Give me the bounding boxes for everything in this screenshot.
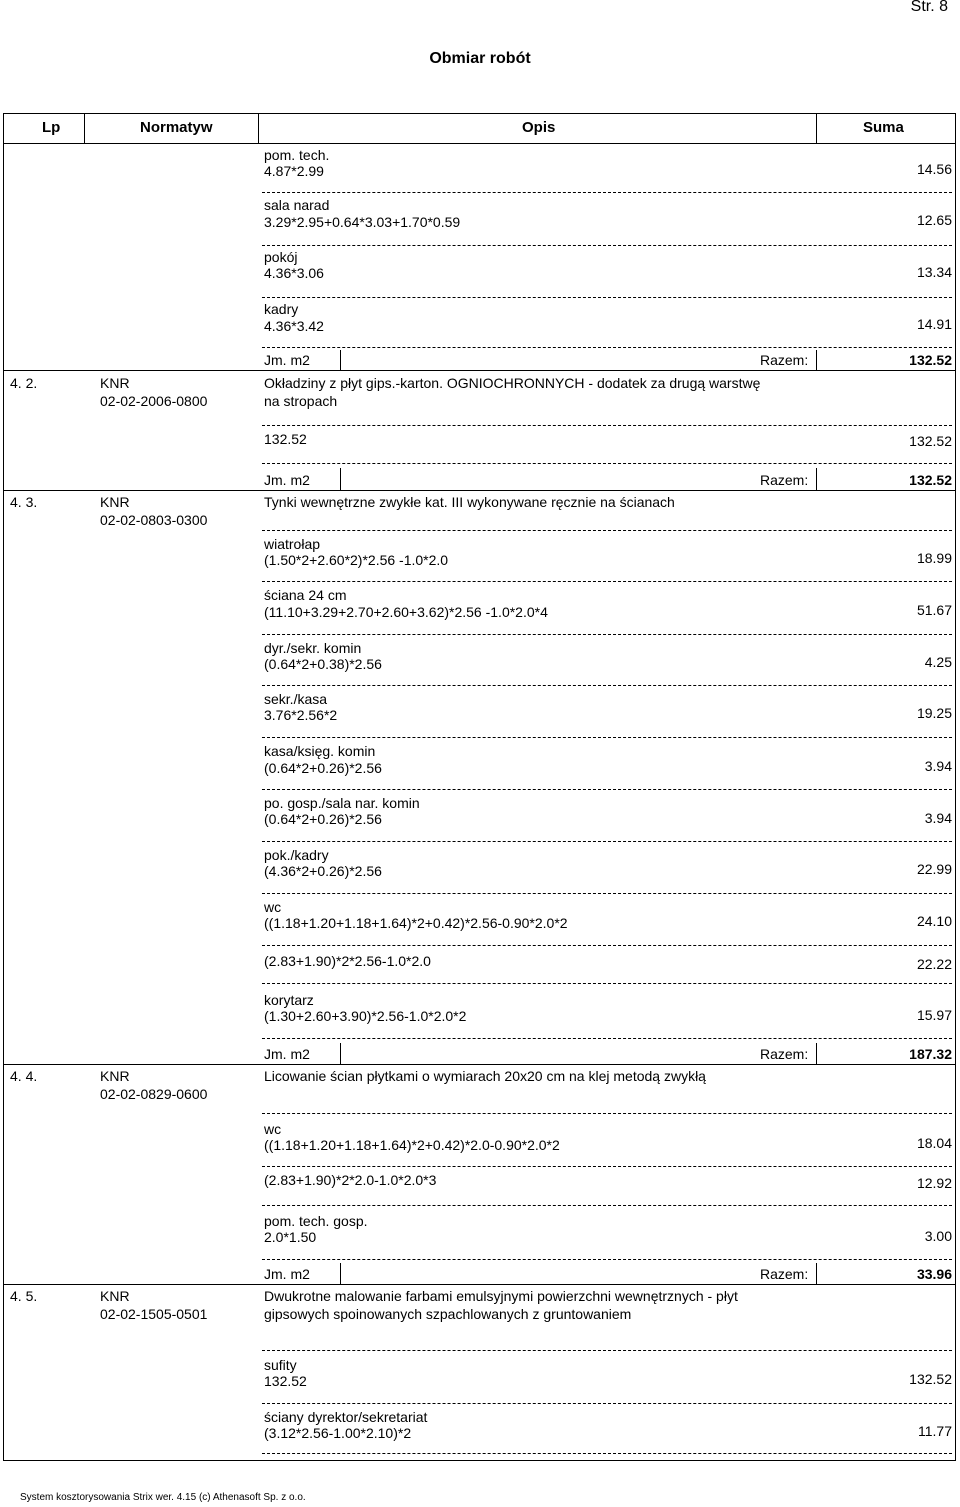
entry-label: wiatrołap [264, 536, 321, 552]
header-lp: Lp [42, 119, 61, 136]
razem-label: Razem: [760, 1266, 809, 1282]
entry-value: 14.91 [916, 316, 952, 332]
footer-text: System kosztorysowania Strix wer. 4.15 (c) Athenasoft Sp. z o.o. [20, 1492, 306, 1503]
entry-separator [262, 1205, 952, 1206]
entry-formula: ((1.18+1.20+1.18+1.64)*2+0.42)*2.56-0.90*2.0*2 [264, 915, 568, 931]
entry-separator [262, 1453, 952, 1454]
position-lp: 4. 4. [10, 1068, 38, 1084]
column-divider [816, 1043, 817, 1065]
entry-formula: 132.52 [264, 431, 307, 447]
position-lp: 4. 2. [10, 375, 38, 391]
entry-label: pokój [264, 249, 298, 265]
page-title: Obmiar robót [429, 50, 531, 67]
entry-value: 14.56 [916, 161, 952, 177]
position-description: gipsowych spoinowanych szpachlowanych z gruntowaniem [264, 1306, 632, 1322]
entry-separator [262, 1166, 952, 1167]
entry-formula: (0.64*2+0.38)*2.56 [264, 656, 382, 672]
entry-separator [262, 1113, 952, 1114]
razem-value: 132.52 [909, 352, 952, 368]
entry-label: sufity [264, 1357, 297, 1373]
unit-label: Jm. m2 [264, 352, 310, 368]
position-knr: KNR [100, 1288, 130, 1304]
entry-value: 24.10 [916, 913, 952, 929]
position-code: 02-02-2006-0800 [100, 393, 208, 409]
entry-label: sala narad [264, 197, 330, 213]
position-code: 02-02-1505-0501 [100, 1306, 208, 1322]
entry-label: sekr./kasa [264, 691, 328, 707]
page-number: Str. 8 [910, 0, 948, 15]
entry-formula: (2.83+1.90)*2*2.56-1.0*2.0 [264, 953, 431, 969]
entry-label: wc [264, 899, 282, 915]
entry-label: pom. tech. [264, 147, 330, 163]
entry-label: pom. tech. gosp. [264, 1213, 368, 1229]
entry-separator [262, 789, 952, 790]
column-divider [84, 113, 85, 143]
entry-formula: 4.36*3.06 [264, 265, 324, 281]
position-divider [3, 1064, 956, 1065]
header-divider [3, 143, 956, 144]
position-code: 02-02-0803-0300 [100, 512, 208, 528]
column-divider [816, 113, 817, 143]
entry-formula: (3.12*2.56-1.00*2.10)*2 [264, 1425, 412, 1441]
entry-formula: (0.64*2+0.26)*2.56 [264, 760, 382, 776]
entry-formula: (0.64*2+0.26)*2.56 [264, 811, 382, 827]
entry-value: 13.34 [916, 264, 952, 280]
unit-label: Jm. m2 [264, 472, 310, 488]
position-divider [3, 1284, 956, 1285]
column-divider [340, 350, 341, 371]
entry-separator [262, 192, 952, 193]
entry-separator [262, 297, 952, 298]
entry-separator [262, 425, 952, 426]
column-divider [340, 1043, 341, 1065]
entry-separator [262, 1403, 952, 1404]
position-knr: KNR [100, 1068, 130, 1084]
entry-value: 15.97 [916, 1007, 952, 1023]
entry-formula: (1.50*2+2.60*2)*2.56 -1.0*2.0 [264, 552, 449, 568]
column-divider [258, 113, 259, 143]
position-lp: 4. 5. [10, 1288, 38, 1304]
entry-label: kasa/księg. komin [264, 743, 376, 759]
entry-value: 3.94 [924, 810, 952, 826]
header-opis: Opis [522, 119, 556, 136]
entry-separator [262, 737, 952, 738]
entry-formula: (2.83+1.90)*2*2.0-1.0*2.0*3 [264, 1172, 437, 1188]
entry-label: wc [264, 1121, 282, 1137]
entry-separator [262, 634, 952, 635]
entry-formula: 3.76*2.56*2 [264, 707, 338, 723]
entry-separator [262, 841, 952, 842]
entry-formula: ((1.18+1.20+1.18+1.64)*2+0.42)*2.0-0.90*2.0*2 [264, 1137, 560, 1153]
entry-label: po. gosp./sala nar. komin [264, 795, 420, 811]
entry-value: 12.92 [916, 1175, 952, 1191]
entry-value: 132.52 [909, 1371, 952, 1387]
column-divider [340, 468, 341, 491]
entry-label: ściany dyrektor/sekretariat [264, 1409, 428, 1425]
entry-label: ściana 24 cm [264, 587, 347, 603]
column-divider [816, 468, 817, 491]
position-description: Okładziny z płyt gips.-karton. OGNIOCHRONNYCH - dodatek za drugą warstwę [264, 375, 761, 391]
unit-label: Jm. m2 [264, 1046, 310, 1062]
entry-formula: 4.87*2.99 [264, 163, 324, 179]
entry-value: 22.22 [916, 956, 952, 972]
entry-separator [262, 983, 952, 984]
position-description: Licowanie ścian płytkami o wymiarach 20x20 cm na klej metodą zwykłą [264, 1068, 706, 1084]
entry-value: 18.99 [916, 550, 952, 566]
entry-separator [262, 1259, 952, 1260]
entry-value: 3.00 [924, 1228, 952, 1244]
entry-separator [262, 893, 952, 894]
entry-separator [262, 1038, 952, 1039]
position-description: Dwukrotne malowanie farbami emulsyjnymi powierzchni wewnętrznych - płyt [264, 1288, 738, 1304]
entry-value: 132.52 [909, 433, 952, 449]
unit-label: Jm. m2 [264, 1266, 310, 1282]
entry-value: 18.04 [916, 1135, 952, 1151]
entry-separator [262, 463, 952, 464]
position-divider [3, 490, 956, 491]
entry-separator [262, 530, 952, 531]
entry-formula: (11.10+3.29+2.70+2.60+3.62)*2.56 -1.0*2.0*4 [264, 604, 548, 620]
entry-separator [262, 1350, 952, 1351]
entry-label: dyr./sekr. komin [264, 640, 362, 656]
razem-value: 187.32 [909, 1046, 952, 1062]
header-normatyw: Normatyw [140, 119, 213, 136]
position-description: Tynki wewnętrzne zwykłe kat. III wykonywane ręcznie na ścianach [264, 494, 675, 510]
position-description: na stropach [264, 393, 338, 409]
position-code: 02-02-0829-0600 [100, 1086, 208, 1102]
razem-value: 33.96 [916, 1266, 952, 1282]
entry-value: 19.25 [916, 705, 952, 721]
entry-value: 11.77 [918, 1423, 952, 1439]
entry-formula: (1.30+2.60+3.90)*2.56-1.0*2.0*2 [264, 1008, 467, 1024]
entry-formula: 132.52 [264, 1373, 307, 1389]
position-knr: KNR [100, 494, 130, 510]
razem-label: Razem: [760, 352, 809, 368]
entry-formula: 3.29*2.95+0.64*3.03+1.70*0.59 [264, 214, 461, 230]
column-divider [816, 350, 817, 371]
entry-separator [262, 347, 952, 348]
razem-value: 132.52 [909, 472, 952, 488]
entry-label: pok./kadry [264, 847, 329, 863]
column-divider [816, 1263, 817, 1285]
entry-formula: 4.36*3.42 [264, 318, 324, 334]
entry-value: 3.94 [924, 758, 952, 774]
entry-label: korytarz [264, 992, 314, 1008]
entry-value: 4.25 [924, 654, 952, 670]
position-divider [3, 370, 956, 371]
entry-separator [262, 945, 952, 946]
razem-label: Razem: [760, 1046, 809, 1062]
entry-value: 22.99 [916, 861, 952, 877]
entry-label: kadry [264, 301, 299, 317]
entry-separator [262, 245, 952, 246]
position-lp: 4. 3. [10, 494, 38, 510]
column-divider [340, 1263, 341, 1285]
entry-separator [262, 581, 952, 582]
header-suma: Suma [863, 119, 904, 136]
entry-separator [262, 685, 952, 686]
entry-formula: (4.36*2+0.26)*2.56 [264, 863, 382, 879]
position-knr: KNR [100, 375, 130, 391]
entry-value: 12.65 [916, 212, 952, 228]
entry-formula: 2.0*1.50 [264, 1229, 317, 1245]
entry-value: 51.67 [916, 602, 952, 618]
razem-label: Razem: [760, 472, 809, 488]
